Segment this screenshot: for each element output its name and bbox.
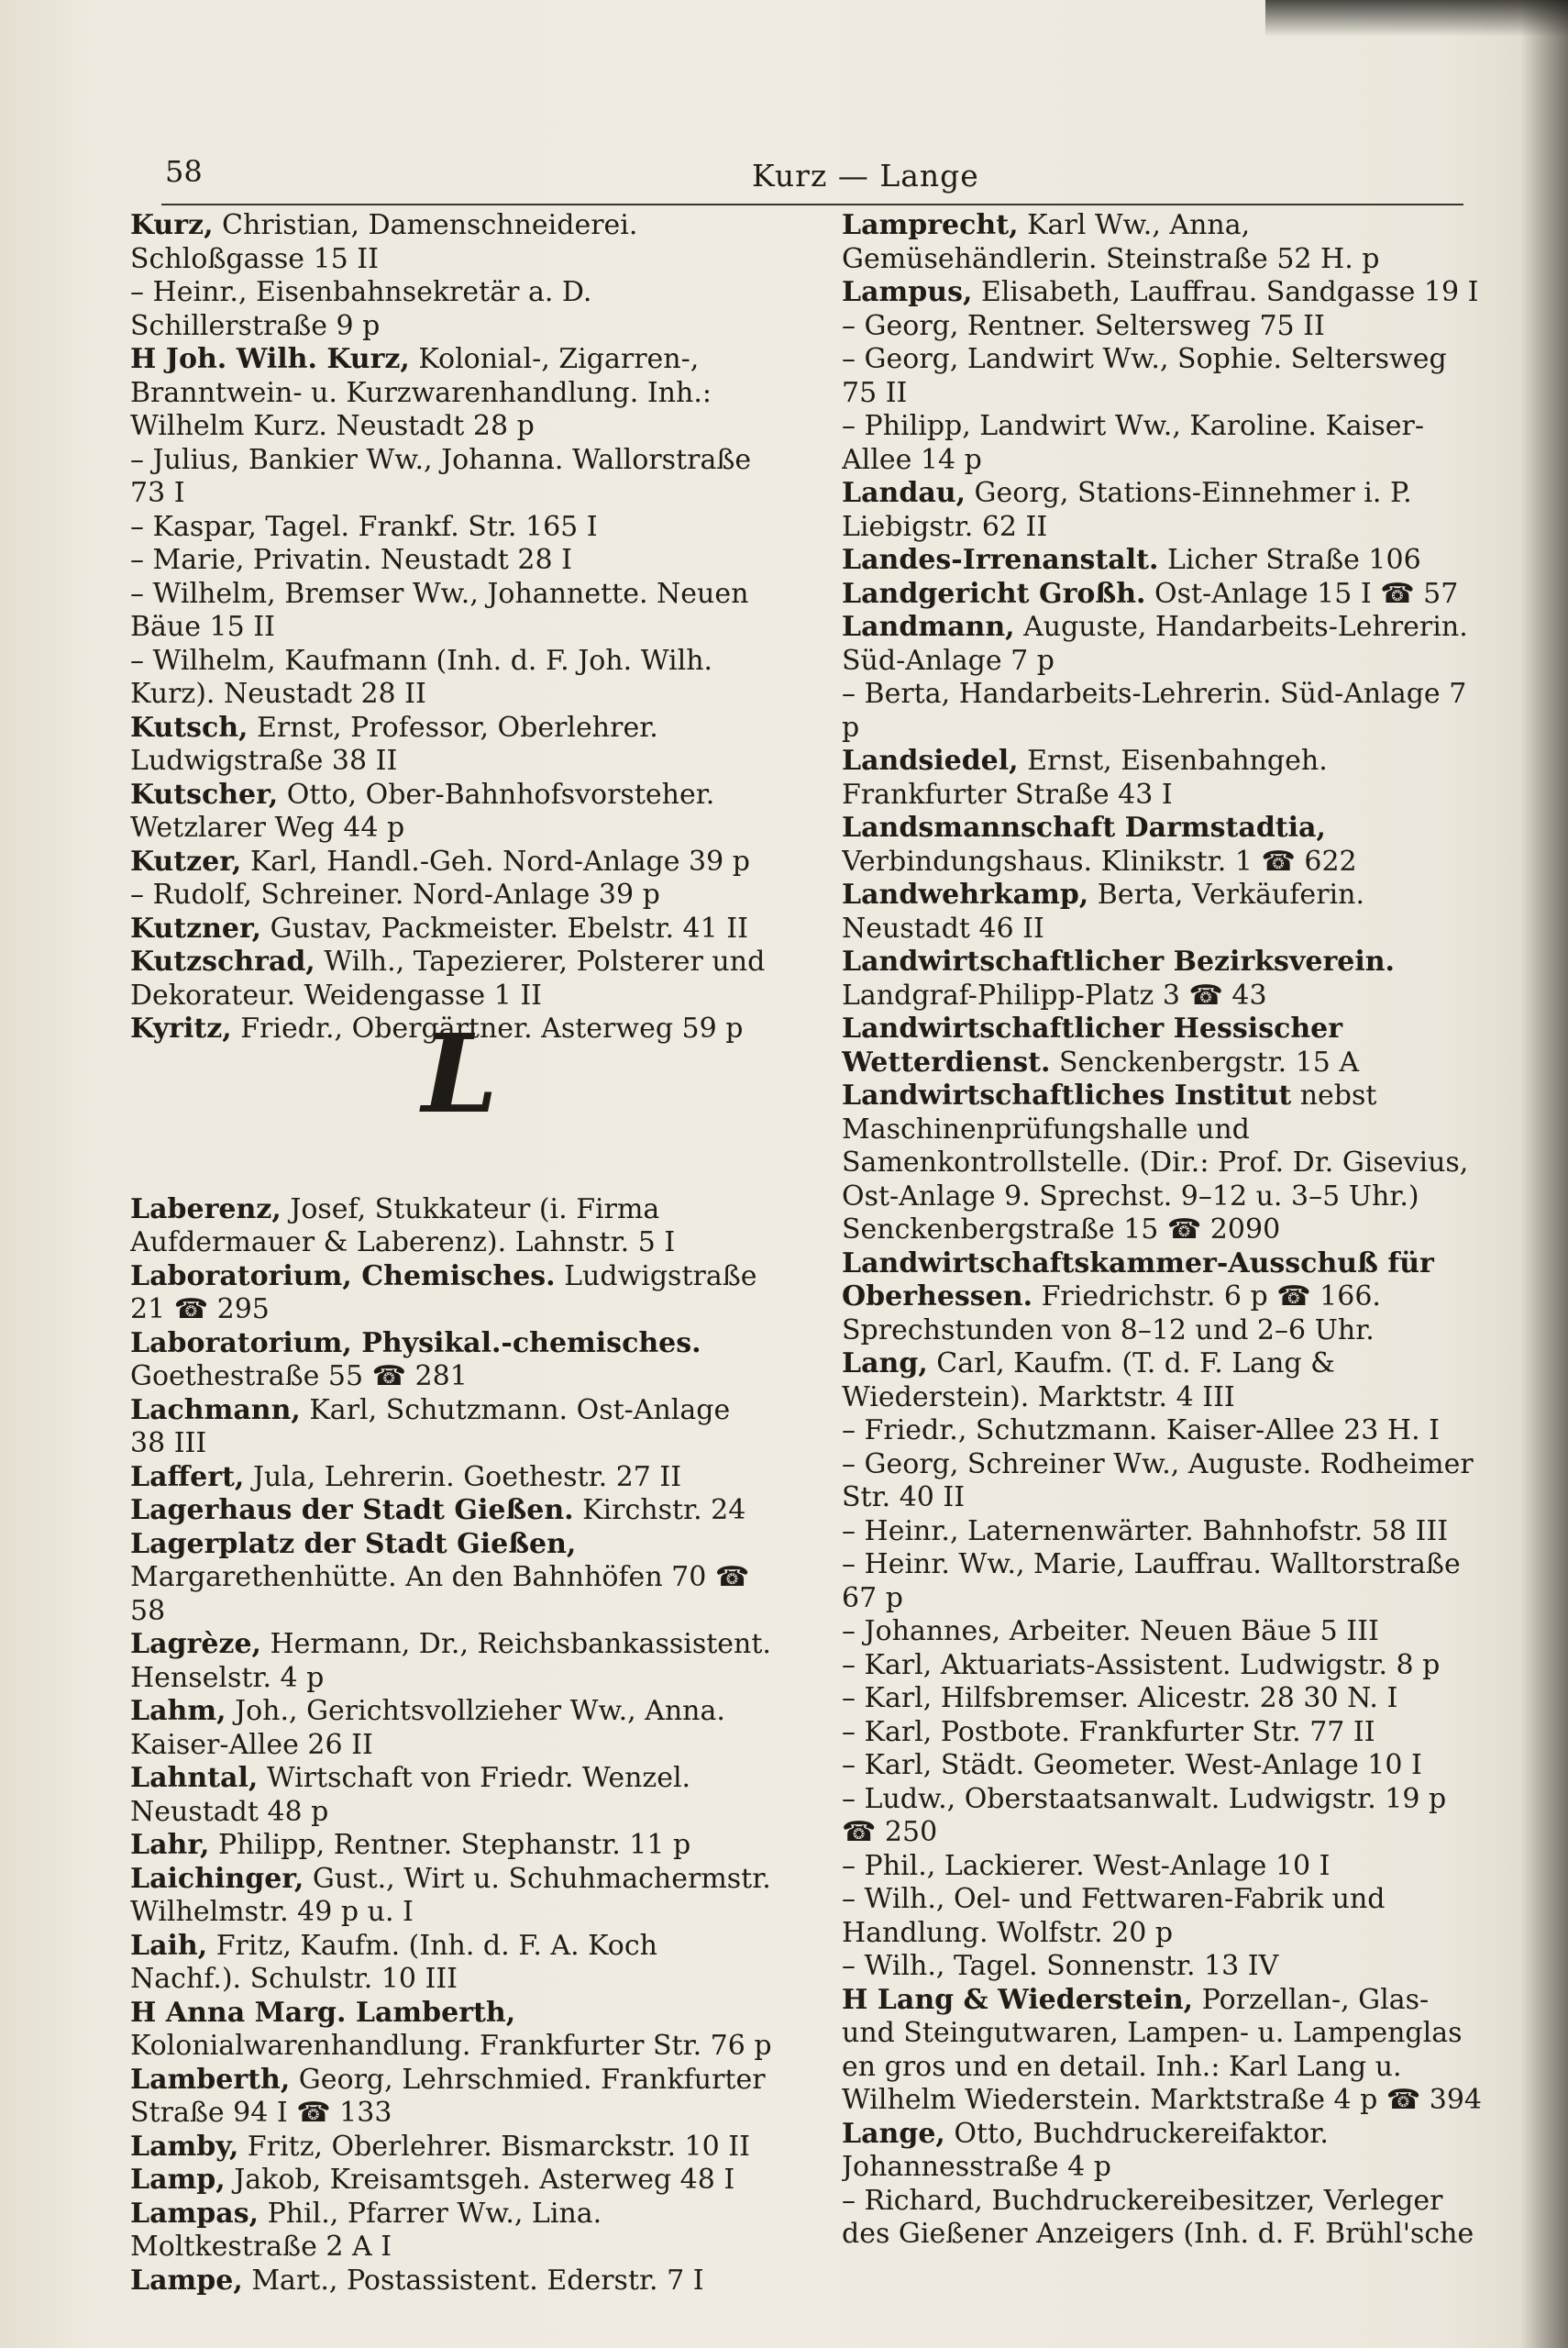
- directory-entry: [130, 645, 772, 712]
- entry-text: Otto, Ober-Bahnhofsvorsteher. Wetzlarer Weg 44 p: [130, 778, 715, 844]
- directory-entry: [842, 1716, 1484, 1750]
- entry-name: Landmann,: [842, 611, 1015, 643]
- entry-text: – Phil., Lackierer. West-Anlage 10 I: [842, 1849, 1331, 1882]
- entry-text: Elisabeth, Lauffrau. Sandgasse 19 I: [972, 276, 1479, 308]
- entry-text: – Ludw., Oberstaatsanwalt. Ludwigstr. 19 p ☎ 250: [842, 1782, 1447, 1848]
- entry-text: Mart., Postassistent. Ederstr. 7 I: [242, 2264, 704, 2297]
- entry-name: Kutzer,: [130, 845, 242, 878]
- directory-entry: [130, 1327, 772, 1394]
- entry-name: Kutsch,: [130, 711, 248, 744]
- directory-entry: [842, 678, 1484, 745]
- directory-entry: [130, 1829, 772, 1863]
- entry-text: Fritz, Kaufm. (Inh. d. F. A. Koch Nachf.). Schulstr. 10 III: [130, 1929, 657, 1995]
- entry-text: – Heinr., Laternenwärter. Bahnhofstr. 58 III: [842, 1514, 1449, 1547]
- entry-name: Lagerhaus der Stadt Gießen.: [130, 1494, 574, 1526]
- entry-text: Gustav, Packmeister. Ebelstr. 41 II: [261, 912, 748, 945]
- directory-entry: [842, 1013, 1484, 1080]
- directory-entry: [130, 1193, 772, 1260]
- directory-entry: [130, 1628, 772, 1695]
- directory-entry: [130, 511, 772, 545]
- directory-entry: [130, 1461, 772, 1495]
- directory-entry: [130, 879, 772, 913]
- directory-entry: [842, 1414, 1484, 1448]
- entry-text: Licher Straße 106: [1158, 544, 1421, 576]
- entry-name: Landwirtschaftliches Institut: [842, 1080, 1292, 1112]
- entry-text: – Wilhelm, Kaufmann (Inh. d. F. Joh. Wilh. Kurz). Neustadt 28 II: [130, 644, 713, 710]
- directory-entry: [842, 1950, 1484, 1984]
- entry-name: H Lang & Wiederstein,: [842, 1983, 1194, 2016]
- running-head: Kurz — Lange: [752, 158, 979, 194]
- directory-entry: [130, 779, 772, 846]
- directory-entry: [842, 276, 1484, 310]
- directory-entry: [130, 712, 772, 779]
- entry-name: Laichinger,: [130, 1862, 304, 1895]
- entry-name: Landwirtschaftlicher Bezirksverein.: [842, 946, 1396, 978]
- entry-text: Jakob, Kreisamtsgeh. Asterweg 48 I: [225, 2164, 735, 2196]
- entry-text: Kolonial-, Zigarren-, Branntwein- u. Kurzwarenhandlung. Inh.: Wilhelm Kurz. Neustadt 28 p: [130, 343, 712, 442]
- entry-name: Kutzschrad,: [130, 946, 315, 978]
- entry-text: Karl, Schutzmann. Ost-Anlage 38 III: [130, 1393, 731, 1459]
- entry-text: Berta, Verkäuferin. Neustadt 46 II: [842, 879, 1364, 945]
- entry-name: Lampas,: [130, 2197, 259, 2230]
- entry-name: Lampus,: [842, 276, 973, 308]
- directory-entry: [130, 276, 772, 343]
- entry-text: Senckenbergstr. 15 A: [1050, 1046, 1360, 1079]
- entry-text: – Kaspar, Tagel. Frankf. Str. 165 I: [130, 510, 598, 543]
- entry-text: Ludwigstraße 21 ☎ 295: [130, 1259, 757, 1325]
- entry-text: Philipp, Rentner. Stephanstr. 11 p: [209, 1829, 691, 1861]
- entry-text: Josef, Stukkateur (i. Firma Aufdermauer & Laberenz). Lahnstr. 5 I: [130, 1192, 676, 1258]
- directory-entry: [842, 2118, 1484, 2185]
- directory-entry: [130, 209, 772, 276]
- entry-text: Fritz, Oberlehrer. Bismarckstr. 10 II: [238, 2130, 750, 2163]
- entry-text: – Karl, Aktuariats-Assistent. Ludwigstr. 8 p: [842, 1648, 1441, 1681]
- entry-text: Georg, Lehrschmied. Frankfurter Straße 94 I ☎ 133: [130, 2063, 766, 2129]
- directory-entry: [130, 2064, 772, 2131]
- entry-name: Laberenz,: [130, 1192, 282, 1225]
- entry-text: Hermann, Dr., Reichsbankassistent. Henselstr. 4 p: [130, 1628, 771, 1694]
- entry-text: Christian, Damenschneiderei. Schloßgasse 15 II: [130, 209, 638, 275]
- directory-entry: [130, 1930, 772, 1997]
- directory-entry: [842, 1247, 1484, 1348]
- entry-text: Ost-Anlage 15 I ☎ 57: [1145, 577, 1459, 610]
- entry-name: Lamberth,: [130, 2063, 291, 2096]
- entry-name: Laboratorium, Physikal.-chemisches.: [130, 1326, 701, 1359]
- entry-text: – Berta, Handarbeits-Lehrerin. Süd-Anlage 7 p: [842, 678, 1467, 744]
- entry-name: Landau,: [842, 477, 966, 509]
- entry-text: – Georg, Landwirt Ww., Sophie. Seltersweg 75 II: [842, 343, 1447, 409]
- entry-text: – Friedr., Schutzmann. Kaiser-Allee 23 H. I: [842, 1414, 1441, 1446]
- entry-text: Joh., Gerichtsvollzieher Ww., Anna. Kaiser-Allee 26 II: [130, 1695, 725, 1761]
- entry-text: – Julius, Bankier Ww., Johanna. Wallorstraße 73 I: [130, 443, 752, 509]
- entry-text: – Heinr. Ww., Marie, Lauffrau. Walltorstraße 67 p: [842, 1548, 1461, 1614]
- entry-text: Landgraf-Philipp-Platz 3 ☎ 43: [842, 979, 1267, 1012]
- directory-entry: [842, 578, 1484, 612]
- entry-name: Lachmann,: [130, 1393, 301, 1426]
- directory-entry: [130, 2131, 772, 2165]
- directory-entry: [130, 946, 772, 1013]
- directory-entry: [842, 544, 1484, 578]
- directory-entry: [130, 544, 772, 578]
- directory-entry: [842, 477, 1484, 544]
- directory-entry: [130, 578, 772, 645]
- entry-name: Landes-Irrenanstalt.: [842, 544, 1159, 576]
- directory-entry: [130, 913, 772, 947]
- entry-text: Auguste, Handarbeits-Lehrerin. Süd-Anlage 7 p: [842, 611, 1468, 677]
- directory-entry: [130, 343, 772, 444]
- directory-entry: [842, 1850, 1484, 1884]
- entry-text: Carl, Kaufm. (T. d. F. Lang & Wiederstein). Marktstr. 4 III: [842, 1347, 1335, 1413]
- entry-name: Lang,: [842, 1347, 928, 1379]
- entry-text: – Karl, Hilfsbremser. Alicestr. 28 30 N. I: [842, 1682, 1398, 1714]
- entry-text: – Marie, Privatin. Neustadt 28 I: [130, 544, 572, 576]
- directory-entry: [130, 846, 772, 880]
- entry-name: Landwehrkamp,: [842, 879, 1089, 911]
- entry-text: – Wilh., Oel- und Fettwaren-Fabrik und Handlung. Wolfstr. 20 p: [842, 1883, 1386, 1949]
- directory-entry: [842, 1883, 1484, 1950]
- right-column: [842, 209, 1484, 2319]
- entry-name: Landsiedel,: [842, 745, 1019, 777]
- entry-name: Landwirtschaftlicher Hessischer Wetterdienst.: [842, 1013, 1343, 1079]
- entry-text: Porzellan-, Glas- und Steingutwaren, Lampen- u. Lampenglas en gros und en detail. Inh.: Karl Lang u. Wilhelm Wiederstein. Marktstraße 4 p ☎ 394: [842, 1983, 1483, 2116]
- entry-text: Verbindungshaus. Klinikstr. 1 ☎ 622: [842, 845, 1357, 878]
- entry-text: Margarethenhütte. An den Bahnhöfen 70 ☎ 58: [130, 1561, 750, 1627]
- entry-text: Ernst, Eisenbahngeh. Frankfurter Straße 43 I: [842, 745, 1328, 811]
- directory-entry: [842, 1749, 1484, 1783]
- entry-text: Gust., Wirt u. Schuhmachermstr. Wilhelmstr. 49 p u. I: [130, 1862, 771, 1928]
- entry-text: Wirtschaft von Friedr. Wenzel. Neustadt 48 p: [130, 1762, 691, 1828]
- entry-text: – Philipp, Landwirt Ww., Karoline. Kaiser-Allee 14 p: [842, 410, 1424, 476]
- entry-name: Lagerplatz der Stadt Gießen,: [130, 1527, 577, 1560]
- entry-name: Lampe,: [130, 2264, 243, 2297]
- entry-text: Kirchstr. 24: [573, 1494, 746, 1526]
- entry-text: Otto, Buchdruckereifaktor. Johannesstraße 4 p: [842, 2117, 1329, 2183]
- entry-text: Friedrichstr. 6 p ☎ 166. Sprechstunden von 8–12 und 2–6 Uhr.: [842, 1280, 1381, 1346]
- entry-name: Landwirtschaftskammer-Ausschuß für Oberhessen.: [842, 1246, 1434, 1312]
- entry-name: Lahr,: [130, 1829, 210, 1861]
- directory-entry: [130, 1394, 772, 1461]
- entry-name: H Anna Marg. Lamberth,: [130, 1996, 516, 2029]
- directory-entry: [842, 879, 1484, 946]
- directory-entry: [842, 1615, 1484, 1649]
- page-number: 58: [165, 154, 203, 189]
- directory-entry: [130, 1997, 772, 2064]
- directory-entry: [842, 1548, 1484, 1615]
- directory-entry: [842, 2185, 1484, 2252]
- directory-entry: [130, 444, 772, 511]
- directory-entry: [842, 209, 1484, 276]
- directory-entry: [842, 946, 1484, 1013]
- entry-name: Lange,: [842, 2117, 945, 2150]
- directory-entry: [842, 812, 1484, 879]
- entry-text: Kolonialwarenhandlung. Frankfurter Str. 76 p: [130, 2030, 772, 2062]
- entry-text: Goethestraße 55 ☎ 281: [130, 1360, 468, 1392]
- directory-entry: [842, 1515, 1484, 1549]
- directory-entry: [842, 1448, 1484, 1515]
- entry-name: Kurz,: [130, 209, 214, 241]
- entry-name: Lamby,: [130, 2130, 239, 2163]
- entry-name: Lahntal,: [130, 1762, 259, 1794]
- entry-text: – Karl, Städt. Geometer. West-Anlage 10 I: [842, 1749, 1422, 1781]
- entry-text: nebst Maschinenprüfungshalle und Samenkontrollstelle. (Dir.: Prof. Dr. Gisevius, Ost-Anlage 9. Sprechst. 9–12 u. 3–5 Uhr.) Senckenbergstraße 15 ☎ 2090: [842, 1080, 1469, 1246]
- entry-text: Friedr., Obergärtner. Asterweg 59 p: [231, 1013, 744, 1045]
- entry-text: Karl Ww., Anna, Gemüsehändlerin. Steinstraße 52 H. p: [842, 209, 1380, 275]
- entry-text: Jula, Lehrerin. Goethestr. 27 II: [244, 1460, 682, 1493]
- directory-entry: [842, 745, 1484, 812]
- directory-entry: [842, 310, 1484, 344]
- entry-name: Lagrèze,: [130, 1628, 261, 1660]
- entry-text: – Rudolf, Schreiner. Nord-Anlage 39 p: [130, 879, 660, 911]
- page-header: [165, 154, 1467, 205]
- directory-entry: [130, 1528, 772, 1629]
- entry-name: Laboratorium, Chemisches.: [130, 1259, 556, 1292]
- directory-entry: [842, 1347, 1484, 1414]
- entry-name: H Joh. Wilh. Kurz,: [130, 343, 410, 375]
- directory-entry: [842, 410, 1484, 477]
- entry-text: Ernst, Professor, Oberlehrer. Ludwigstraße 38 II: [130, 711, 658, 777]
- directory-entry: [130, 1762, 772, 1829]
- entry-text: – Georg, Rentner. Seltersweg 75 II: [842, 309, 1325, 342]
- entry-name: Laih,: [130, 1929, 208, 1962]
- entry-text: – Georg, Schreiner Ww., Auguste. Rodheimer Str. 40 II: [842, 1447, 1474, 1513]
- directory-entry: [130, 1494, 772, 1528]
- directory-entry: [842, 611, 1484, 678]
- directory-entry: [130, 1863, 772, 1930]
- entry-name: Lamp,: [130, 2164, 226, 2196]
- directory-entry: [130, 2198, 772, 2265]
- directory-entry: [842, 1984, 1484, 2118]
- entry-name: Laffert,: [130, 1460, 245, 1493]
- directory-entry: [842, 1649, 1484, 1683]
- header-rule: [161, 204, 1463, 205]
- entry-name: Landgericht Großh.: [842, 577, 1146, 610]
- entry-text: Phil., Pfarrer Ww., Lina. Moltkestraße 2 A I: [130, 2197, 602, 2263]
- entry-name: Kutscher,: [130, 778, 279, 811]
- page-edge-shadow: [1520, 0, 1568, 2348]
- left-column: [130, 209, 772, 2319]
- entry-text: – Heinr., Eisenbahnsekretär a. D. Schillerstraße 9 p: [130, 276, 592, 342]
- entry-text: Karl, Handl.-Geh. Nord-Anlage 39 p: [241, 845, 750, 878]
- directory-entry: [130, 1695, 772, 1762]
- entry-text: – Wilhelm, Bremser Ww., Johannette. Neuen Bäue 15 II: [130, 577, 749, 643]
- directory-entry: [130, 1260, 772, 1327]
- entry-text: – Johannes, Arbeiter. Neuen Bäue 5 III: [842, 1615, 1379, 1647]
- directory-entry: [130, 2265, 772, 2298]
- entry-text: – Karl, Postbote. Frankfurter Str. 77 II: [842, 1715, 1375, 1748]
- entry-text: Georg, Stations-Einnehmer i. P. Liebigstr. 62 II: [842, 477, 1412, 543]
- entry-name: Kutzner,: [130, 912, 262, 945]
- directory-entry: [842, 343, 1484, 410]
- section-letter-glyph: L: [422, 1009, 498, 1137]
- entry-text: – Richard, Buchdruckereibesitzer, Verleger des Gießener Anzeigers (Inh. d. F. Brühl'sche: [842, 2184, 1474, 2250]
- directory-entry: [842, 1682, 1484, 1716]
- entry-name: Lamprecht,: [842, 209, 1019, 241]
- directory-entry: [842, 1080, 1484, 1247]
- entry-text: Wilh., Tapezierer, Polsterer und Dekorateur. Weidengasse 1 II: [130, 946, 766, 1012]
- directory-entry: [130, 2164, 772, 2198]
- directory-entry: [842, 1783, 1484, 1850]
- entry-name: Lahm,: [130, 1695, 226, 1727]
- entry-name: Landsmannschaft Darmstadtia,: [842, 812, 1326, 844]
- entry-name: Kyritz,: [130, 1013, 232, 1045]
- page-top-shadow: [1265, 0, 1568, 37]
- entry-text: – Wilh., Tagel. Sonnenstr. 13 IV: [842, 1950, 1279, 1982]
